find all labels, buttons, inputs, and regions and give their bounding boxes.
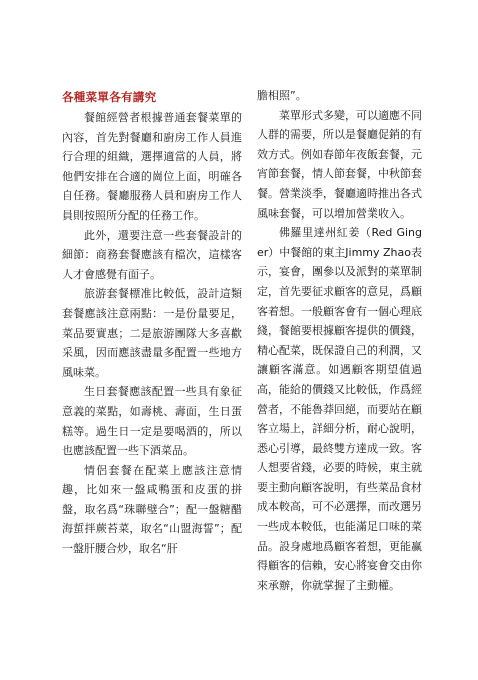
right-column <box>257 86 422 595</box>
paragraph-birthday-set: 生日套餐應該配置一些具有象征意義的菜點，如壽桃、壽面，生日蛋糕等。過生日一定是要喝酒的，所以也應該配置一些下酒菜品。 <box>62 385 242 458</box>
paragraph-menu-forms: 菜單形式多變，可以適應不同人群的需要，所以是餐廳促銷的有效方式。例如春節年夜飯套餐，元宵節套餐，情人節套餐，中秋節套餐。營業淡季，餐廳適時推出各式風味套餐，可以增加營業收入。 <box>257 108 422 220</box>
paragraph-set-menu-intro: 餐館經營者根據普通套餐菜單的內容，首先對餐廳和廚房工作人員進行合理的組織，選擇適當的人員，將他們安排在合適的崗位上面，明確各自任務。餐廳服務人員和廚房工作人員則按照所分配的任務工作。 <box>62 111 242 222</box>
paragraph-tourist-set: 旅游套餐標准比較低，設計這類套餐應該注意兩點：一是份量要足，菜品要實惠；二是旅游團隊大多喜歡采風，因而應該盡量多配置一些地方風味菜。 <box>62 287 242 379</box>
paragraph-couple-set: 情侶套餐在配菜上應該注意情趣，比如來一盤咸鴨蛋和皮蛋的拼盤，取名爲“珠聯璧合”；配一盤糖醋海蜇拌蕨苔菜，取名“山盟海誓”；配一盤肝腰合炒，取名“肝 <box>62 463 242 556</box>
section-heading: 各種菜單各有講究 <box>62 90 157 104</box>
paragraph-continuation: 膽相照”。 <box>257 89 307 102</box>
paragraph-red-ginger: 佛羅里達州紅姜（Red Ginger）中餐館的東主Jimmy Zhao表示，宴會，團參以及派對的菜單制定，首先要征求顧客的意見，爲顧客着想。一般顧客會有一個心理底綫，餐館要根據顧客提供的價錢，精心配菜，既保證自己的利潤，又讓顧客滿意。如遇顧客期望值過高，能給的價錢又比較低，作爲經營者，不能魯莽回絕，而要站在顧客立場上，詳細分析，耐心說明，悉心引導，最終雙方達成一致。客人想要省錢，必要的時候，東主就要主動向顧客說明，有些菜品食材成本較高，可不必選擇，而改選另一些成本較低，也能滿足口味的菜品。設身處地爲顧客着想，更能赢得顧客的信賴，安心將宴會交由你來承辦，你就掌握了主動權。 <box>257 226 423 592</box>
paragraph-business-set: 此外，還要注意一些套餐設計的細節：商務套餐應該有檔次，這樣客人才會感覺有面子。 <box>62 228 242 281</box>
left-column <box>62 86 242 559</box>
